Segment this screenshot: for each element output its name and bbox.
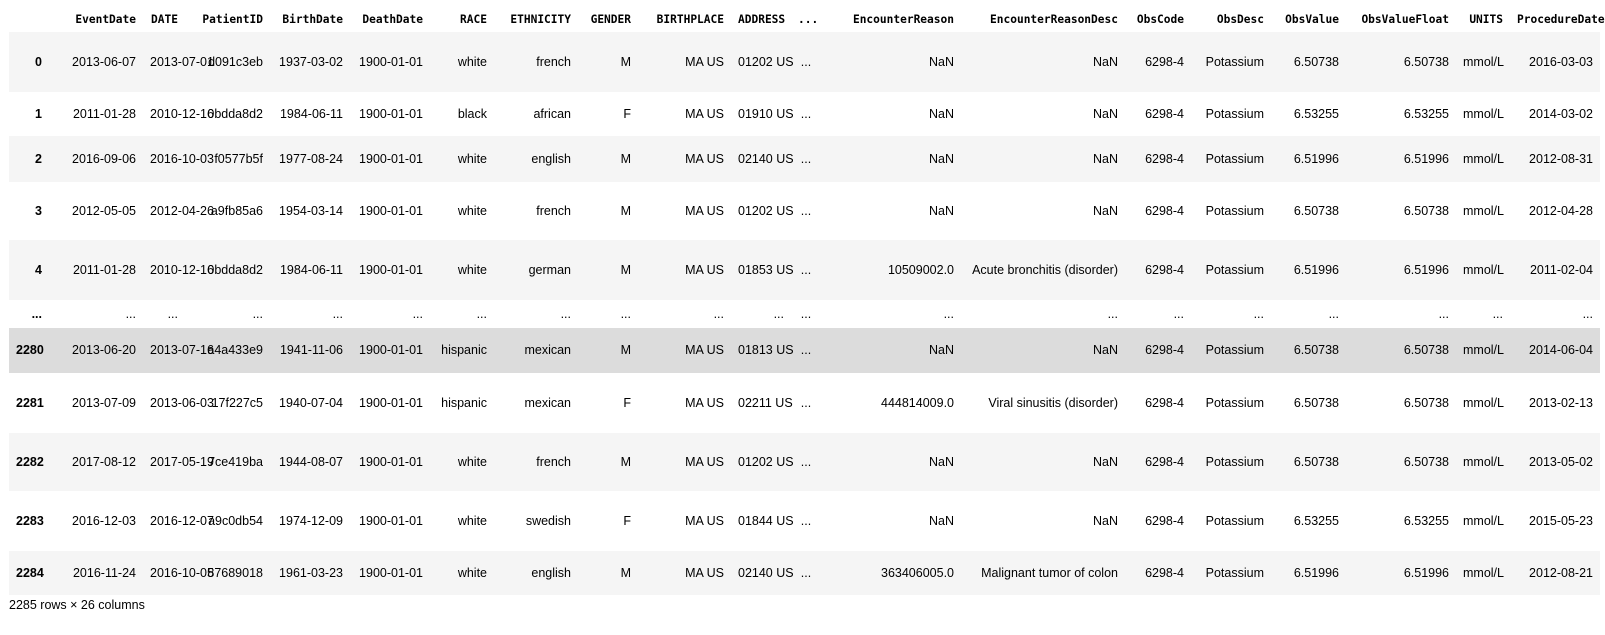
table-cell: 1900-01-01 [359,106,423,121]
table-cell: 2010-12-16 [150,106,214,121]
table-cell: F [623,106,631,121]
table-cell: 1940-07-04 [279,395,343,410]
table-cell: NaN [1092,151,1118,166]
col-header: ETHNICITY [510,12,571,26]
table-cell: 6.50738 [1403,343,1449,357]
table-cell: 1944-08-07 [279,454,343,469]
table-cell: M [620,565,631,580]
table-cell: Potassium [1205,54,1264,69]
row-index: 0 [35,54,42,69]
ellipsis-cell: ... [800,395,812,410]
table-cell: white [457,454,487,469]
table-cell: NaN [928,454,954,469]
table-cell: MA US [685,151,724,166]
col-header: ProcedureDate [1517,12,1605,26]
row-index: 2280 [16,343,44,357]
table-cell: 1900-01-01 [359,395,423,410]
table-cell: mmol/L [1463,454,1504,469]
table-cell: 1900-01-01 [359,513,423,528]
table-row [9,491,1600,551]
table-cell: 1900-01-01 [359,151,423,166]
table-cell: 02140 US [738,151,794,166]
ellipsis-row [9,300,1600,328]
table-cell: 363406005.0 [881,565,954,580]
table-cell: ... [773,306,784,321]
table-cell: 6.50738 [1293,395,1339,410]
table-cell: Potassium [1205,454,1264,469]
ellipsis-cell: ... [800,513,812,528]
table-cell: ... [412,306,423,321]
col-header: EncounterReasonDesc [990,12,1118,26]
table-cell: 6298-4 [1145,454,1184,469]
table-cell: 01844 US [738,513,794,528]
table-cell: 444814009.0 [881,395,954,410]
table-cell: 0bdda8d2 [207,262,263,277]
table-cell: Acute bronchitis (disorder) [972,262,1118,277]
table-cell: ... [1107,306,1118,321]
table-cell: 1984-06-11 [279,262,343,277]
table-cell: 01910 US [738,106,794,121]
table-cell: mmol/L [1463,513,1504,528]
row-index: 2282 [16,454,44,469]
table-cell: 2014-06-04 [1529,343,1593,357]
table-cell: 2016-11-24 [72,565,136,580]
table-cell: 6298-4 [1145,54,1184,69]
table-row [9,182,1600,240]
table-cell: 87689018 [207,565,263,580]
ellipsis-cell: ... [800,262,812,277]
table-cell: ... [1253,306,1264,321]
table-cell: swedish [525,513,571,528]
table-cell: 01813 US [738,343,794,357]
table-cell: 1900-01-01 [359,54,423,69]
row-index: 3 [35,203,42,218]
table-cell: 6.50738 [1293,54,1339,69]
col-header: ADDRESS [738,12,786,26]
table-cell: Potassium [1205,262,1264,277]
table-cell: hispanic [441,343,487,357]
table-cell: MA US [685,513,724,528]
table-cell: mmol/L [1463,151,1504,166]
ellipsis-cell: ... [800,54,812,69]
col-header: PatientID [202,12,263,26]
table-cell: ... [560,306,571,321]
table-cell: 2013-06-03 [150,395,214,410]
table-cell: ... [1438,306,1449,321]
table-row [9,433,1600,491]
ellipsis-cell: ... [800,106,812,121]
table-cell: mmol/L [1463,565,1504,580]
table-cell: NaN [1092,454,1118,469]
table-cell: Potassium [1205,513,1264,528]
table-cell: white [457,203,487,218]
table-cell: 2013-06-20 [72,343,136,357]
table-cell: 6298-4 [1145,395,1184,410]
table-cell: 6298-4 [1145,343,1184,357]
table-cell: NaN [928,151,954,166]
table-cell: 2013-02-13 [1529,395,1593,410]
table-cell: 6.50738 [1403,203,1449,218]
table-cell: mmol/L [1463,395,1504,410]
table-cell: 2012-08-21 [1529,565,1593,580]
table-cell: 2016-12-03 [72,513,136,528]
table-cell: Viral sinusitis (disorder) [988,395,1118,410]
table-cell: NaN [928,343,954,357]
table-cell: MA US [685,106,724,121]
col-header: EventDate [75,12,136,26]
table-cell: 6298-4 [1145,565,1184,580]
table-cell: 2016-09-06 [72,151,136,166]
row-index: 2284 [16,565,44,580]
table-cell: MA US [685,54,724,69]
table-cell: F [623,395,631,410]
table-cell: M [620,54,631,69]
table-cell: 1900-01-01 [359,203,423,218]
ellipsis-cell: ... [800,151,812,166]
table-cell: 2017-05-19 [150,454,214,469]
table-cell: mmol/L [1463,106,1504,121]
table-cell: NaN [928,54,954,69]
table-cell: ... [1582,306,1593,321]
table-cell: 01202 US [738,54,794,69]
table-cell: 7ce419ba [208,454,263,469]
table-cell: 2012-04-26 [150,203,214,218]
table-cell: 2013-07-16 [150,343,214,357]
col-header: DeathDate [362,12,423,26]
table-cell: NaN [928,513,954,528]
table-cell: 2012-08-31 [1529,151,1593,166]
table-cell: 2011-01-28 [72,262,136,277]
table-cell: M [620,454,631,469]
table-cell: Potassium [1205,106,1264,121]
table-cell: Potassium [1205,151,1264,166]
table-cell: 6.51996 [1403,565,1449,580]
table-cell: M [620,343,631,357]
table-cell: NaN [1092,513,1118,528]
col-header: ObsCode [1136,12,1184,26]
table-cell: MA US [685,454,724,469]
col-header-ellipsis: ... [798,12,819,26]
table-cell: ... [620,306,631,321]
col-header: BIRTHPLACE [656,12,724,26]
table-cell: NaN [1092,54,1118,69]
table-cell: mexican [524,395,571,410]
table-cell: mexican [524,343,571,357]
table-cell: 1900-01-01 [359,262,423,277]
row-index: 2 [35,151,42,166]
table-cell: Potassium [1205,565,1264,580]
table-cell: Potassium [1205,395,1264,410]
table-cell: 0bdda8d2 [207,106,263,121]
table-cell: 1961-03-23 [279,565,343,580]
col-header: BirthDate [282,12,343,26]
table-cell: 2012-04-28 [1529,203,1593,218]
table-cell: a9fb85a6 [210,203,263,218]
table-cell: ... [943,306,954,321]
row-index: 2283 [16,513,44,528]
col-header: ObsDesc [1216,12,1264,26]
table-cell: 6.50738 [1403,395,1449,410]
table-cell: white [457,565,487,580]
table-cell: F [623,513,631,528]
table-cell: white [457,262,487,277]
col-header: UNITS [1469,12,1503,26]
table-cell: 6.53255 [1293,513,1339,528]
table-cell: 6.51996 [1293,151,1339,166]
table-cell: MA US [685,395,724,410]
table-cell: a4a433e9 [207,343,263,357]
table-cell: 17f227c5 [211,395,263,410]
table-cell: 6.51996 [1403,151,1449,166]
table-cell: M [620,151,631,166]
table-cell: 02211 US [738,395,793,410]
col-header: DATE [151,12,178,26]
table-cell: 6298-4 [1145,203,1184,218]
table-cell: Potassium [1205,203,1264,218]
table-cell: 1954-03-14 [279,203,343,218]
row-index: ... [31,306,42,321]
table-cell: NaN [1092,106,1118,121]
col-header: GENDER [590,12,631,26]
table-cell: 2011-02-04 [1529,262,1593,277]
row-index: 1 [35,106,42,121]
table-cell: 6298-4 [1145,151,1184,166]
col-header: RACE [460,12,487,26]
col-header: EncounterReason [852,12,954,26]
table-cell: 6.53255 [1293,106,1339,121]
table-cell: MA US [685,343,724,357]
table-cell: 2013-07-09 [72,395,136,410]
table-cell: 2016-03-03 [1529,54,1593,69]
table-cell: 2016-12-07 [150,513,214,528]
table-cell: 2013-05-02 [1529,454,1593,469]
table-cell: white [457,151,487,166]
table-cell: 6.51996 [1293,565,1339,580]
table-cell: 6.50738 [1293,343,1339,357]
ellipsis-cell: ... [800,454,812,469]
table-cell: 1941-11-06 [279,343,343,357]
table-cell: NaN [928,203,954,218]
table-body [9,32,1600,595]
table-cell: 6.53255 [1403,106,1449,121]
table-cell: ... [1328,306,1339,321]
table-row [9,551,1600,595]
table-cell: hispanic [441,395,487,410]
table-cell: 2016-10-05 [150,565,214,580]
table-cell: african [533,106,571,121]
header-row [9,6,1600,32]
table-cell: 6298-4 [1145,106,1184,121]
table-cell: white [457,54,487,69]
table-cell: 2011-01-28 [72,106,136,121]
dataframe-table [9,6,1605,595]
table-cell: 6298-4 [1145,513,1184,528]
table-row [9,136,1600,182]
table-cell: NaN [1092,203,1118,218]
table-row [9,32,1600,92]
ellipsis-cell: ... [800,343,812,357]
table-cell: 1900-01-01 [359,565,423,580]
table-cell: mmol/L [1463,203,1504,218]
table-cell: black [457,106,487,121]
table-cell: 1984-06-11 [279,106,343,121]
table-cell: 1900-01-01 [359,454,423,469]
table-cell: 2017-08-12 [72,454,136,469]
table-cell: f0577b5f [214,151,263,166]
table-cell: MA US [685,262,724,277]
row-index: 2281 [16,395,44,410]
col-header: ObsValueFloat [1361,12,1449,26]
table-cell: a9c0db54 [208,513,263,528]
table-cell: 01202 US [738,203,794,218]
table-cell: 2014-03-02 [1529,106,1593,121]
table-cell: 6.50738 [1293,203,1339,218]
table-cell: mmol/L [1463,343,1504,357]
table-cell: 6.50738 [1403,454,1449,469]
table-cell: 1900-01-01 [359,343,423,357]
table-cell: ... [1492,306,1503,321]
table-cell: 2013-07-01 [150,54,214,69]
row-index: 4 [35,262,42,277]
table-cell: MA US [685,203,724,218]
table-cell: 2016-10-03 [150,151,214,166]
table-cell: MA US [685,565,724,580]
table-cell: M [620,262,631,277]
table-cell: 10509002.0 [887,262,954,277]
table-cell: french [536,203,571,218]
table-cell: NaN [928,106,954,121]
table-cell: 6.50738 [1403,54,1449,69]
table-cell: M [620,203,631,218]
table-cell: french [536,54,571,69]
table-cell: 02140 US [738,565,794,580]
table-cell: ... [167,306,178,321]
ellipsis-cell: ... [800,565,812,580]
table-cell: 6.51996 [1403,262,1449,277]
table-cell: d091c3eb [208,54,263,69]
table-cell: 2010-12-16 [150,262,214,277]
table-cell: mmol/L [1463,262,1504,277]
table-cell: ... [332,306,343,321]
table-cell: 6298-4 [1145,262,1184,277]
table-cell: mmol/L [1463,54,1504,69]
table-cell: ... [476,306,487,321]
table-row [9,240,1600,300]
table-row [9,92,1600,136]
table-cell: 1937-03-02 [279,54,343,69]
table-cell: Malignant tumor of colon [981,565,1118,580]
table-cell: ... [125,306,136,321]
index-header [9,6,49,32]
col-header: ObsValue [1285,12,1339,26]
table-cell: german [528,262,571,277]
table-cell: english [531,151,571,166]
table-cell: 01853 US [738,262,794,277]
table-cell: 2013-06-07 [72,54,136,69]
table-cell: 6.53255 [1403,513,1449,528]
table-cell: 2012-05-05 [72,203,136,218]
table-cell: 01202 US [738,454,794,469]
table-row [9,373,1600,433]
table-cell: Potassium [1205,343,1264,357]
table-cell: 2015-05-23 [1529,513,1593,528]
table-cell: 1977-08-24 [279,151,343,166]
ellipsis-cell: ... [800,203,812,218]
table-cell: white [457,513,487,528]
table-cell: 6.50738 [1293,454,1339,469]
shape-summary: 2285 rows × 26 columns [9,598,145,612]
table-cell: english [531,565,571,580]
table-cell: ... [713,306,724,321]
table-cell: ... [1173,306,1184,321]
table-cell: 1974-12-09 [279,513,343,528]
table-cell: 6.51996 [1293,262,1339,277]
table-cell: french [536,454,571,469]
table-cell: NaN [1092,343,1118,357]
table-cell: ... [252,306,263,321]
ellipsis-cell: ... [800,306,812,321]
table-row [9,328,1600,373]
